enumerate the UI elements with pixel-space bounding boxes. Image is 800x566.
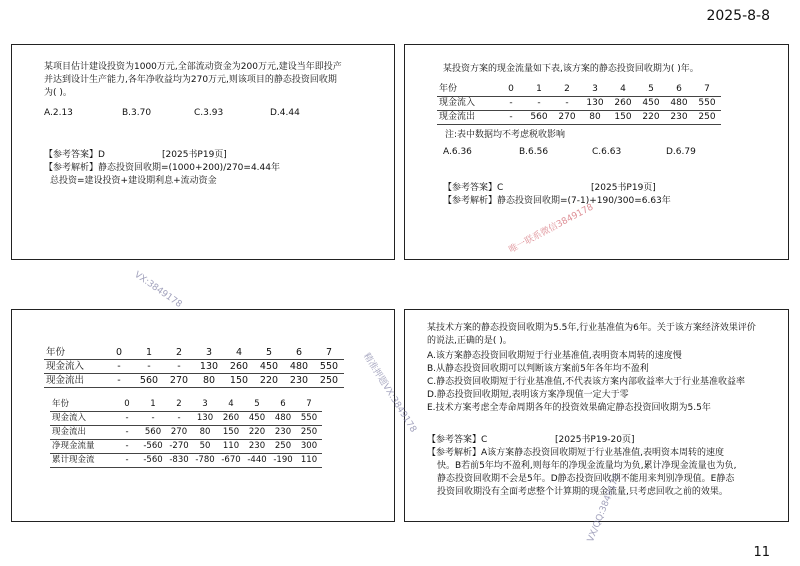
- table-cell: 560: [140, 426, 166, 440]
- option-a: A.6.36: [443, 147, 472, 157]
- table-row: [44, 374, 344, 388]
- question-text: [427, 322, 756, 348]
- table-cell: 80: [581, 111, 609, 125]
- row-label-cell: 累计现金流: [50, 454, 114, 468]
- table-cell: -670: [218, 454, 244, 468]
- watermark: VX/QQ:3849178: [586, 472, 623, 544]
- watermark: 精准押题VX:3849178: [360, 351, 418, 435]
- cumulative-cashflow-table: [50, 398, 322, 468]
- row-label-cell: 现金流入: [437, 97, 497, 111]
- table-cell: 230: [244, 440, 270, 454]
- table-cell: 6: [665, 83, 693, 97]
- table-cell: 270: [553, 111, 581, 125]
- answer-block: [427, 434, 777, 499]
- table-cell: 270: [166, 426, 192, 440]
- table-cell: 220: [637, 111, 665, 125]
- table-cell: 0: [497, 83, 525, 97]
- option-b: B.3.70: [122, 108, 152, 118]
- question-line: 并达到设计生产能力,各年净收益均为270万元,则该项目的静态投资回收期: [44, 75, 337, 85]
- table-header-row: [44, 346, 344, 360]
- date-label: 2025-8-8: [706, 8, 770, 24]
- answer-label: 【参考答案】C: [443, 183, 504, 193]
- analysis-line: 静态投资回收期不会是5年。D静态投资回收期不能用来判别净现值。E静态: [437, 474, 735, 484]
- table-cell: 1: [525, 83, 553, 97]
- table-cell: 450: [244, 412, 270, 426]
- table-cell: 250: [270, 440, 296, 454]
- question-line: 为( )。: [44, 88, 72, 98]
- table-cell: 250: [296, 426, 322, 440]
- table-cell: 4: [224, 346, 254, 360]
- option-c: C.静态投资回收期短于行业基准值,不代表该方案内部收益率大于行业基准收益率: [427, 377, 746, 387]
- option-d: D.4.44: [270, 108, 300, 118]
- table-cell: 7: [296, 398, 322, 412]
- question-text: 某投资方案的现金流量如下表,该方案的静态投资回收期为( )年。: [443, 64, 699, 74]
- answer-label: 【参考答案】D: [44, 150, 105, 160]
- table-cell: -780: [192, 454, 218, 468]
- table-row: [44, 360, 344, 374]
- slide-panel-3: [11, 309, 395, 522]
- table-cell: 560: [525, 111, 553, 125]
- question-line: 某项目估计建设投资为1000万元,全部流动资金为200万元,建设当年即投产: [44, 62, 342, 72]
- option-a: A.该方案静态投资回收期短于行业基准值,表明资本周转的速度慢: [427, 351, 682, 361]
- option-e: E.技术方案考虑全寿命周期各年的投资效果确定静态投资回收期为5.5年: [427, 403, 711, 413]
- page-number: 11: [753, 545, 770, 560]
- table-cell: 550: [693, 97, 721, 111]
- table-cell: 150: [224, 374, 254, 388]
- table-cell: 550: [296, 412, 322, 426]
- table-cell: 3: [581, 83, 609, 97]
- row-label-cell: 年份: [50, 398, 114, 412]
- table-cell: 7: [314, 346, 344, 360]
- table-cell: 220: [254, 374, 284, 388]
- table-cell: 2: [166, 398, 192, 412]
- table-cell: 50: [192, 440, 218, 454]
- table-cell: 4: [609, 83, 637, 97]
- analysis-text: 【参考解析】静态投资回收期=(1000+200)/270=4.44年: [44, 163, 280, 173]
- table-cell: -440: [244, 454, 270, 468]
- row-label-cell: 年份: [437, 83, 497, 97]
- table-cell: 450: [254, 360, 284, 374]
- cashflow-table: [44, 346, 344, 388]
- question-line: 的说法,正确的是( )。: [427, 336, 512, 346]
- table-cell: 550: [314, 360, 344, 374]
- table-cell: 230: [665, 111, 693, 125]
- table-cell: 220: [244, 426, 270, 440]
- table-row: [437, 97, 721, 111]
- table-cell: -: [497, 97, 525, 111]
- table-cell: -: [553, 97, 581, 111]
- row-label-cell: 现金流入: [50, 412, 114, 426]
- analysis-text: 【参考解析】静态投资回收期=(7-1)+190/300=6.63年: [443, 196, 671, 206]
- table-cell: -560: [140, 440, 166, 454]
- analysis-line: 投资回收期没有全面考虑整个计算期的现金流量,只考虑回收之前的效果。: [437, 487, 728, 497]
- table-cell: 450: [637, 97, 665, 111]
- table-cell: 80: [194, 374, 224, 388]
- answer-ref: [2025书P19页]: [591, 183, 656, 193]
- answer-block: [443, 182, 763, 208]
- row-label-cell: 现金流出: [50, 426, 114, 440]
- option-d: D.6.79: [666, 147, 696, 157]
- table-cell: 270: [164, 374, 194, 388]
- note-text: 总投资=建设投资+建设期利息+流动资金: [50, 176, 217, 186]
- option-c: C.3.93: [194, 108, 224, 118]
- answer-label: 【参考答案】C: [427, 435, 488, 445]
- table-note: 注:表中数据均不考虑税收影响: [445, 130, 566, 140]
- table-row: [437, 111, 721, 125]
- table-cell: 480: [284, 360, 314, 374]
- option-d: D.静态投资回收期短,表明该方案净现值一定大于零: [427, 390, 629, 400]
- table-cell: 560: [134, 374, 164, 388]
- table-cell: 480: [665, 97, 693, 111]
- table-cell: 250: [693, 111, 721, 125]
- table-cell: 2: [164, 346, 194, 360]
- slide-panel-2: [404, 44, 789, 260]
- table-cell: 260: [609, 97, 637, 111]
- option-b: B.6.56: [519, 147, 549, 157]
- table-cell: 80: [192, 426, 218, 440]
- answer-block: [44, 149, 374, 188]
- table-row: [50, 454, 322, 468]
- answer-ref: [2025书P19页]: [162, 150, 227, 160]
- table-cell: 130: [581, 97, 609, 111]
- table-cell: 3: [192, 398, 218, 412]
- table-cell: 230: [270, 426, 296, 440]
- row-label-cell: 年份: [44, 346, 104, 360]
- option-a: A.2.13: [44, 108, 73, 118]
- slide-panel-4: [404, 309, 789, 522]
- table-cell: -: [166, 412, 192, 426]
- table-cell: -270: [166, 440, 192, 454]
- table-cell: -830: [166, 454, 192, 468]
- table-cell: 150: [218, 426, 244, 440]
- table-cell: 260: [224, 360, 254, 374]
- options: [427, 350, 745, 415]
- table-cell: 130: [194, 360, 224, 374]
- table-cell: 0: [104, 346, 134, 360]
- table-cell: -: [164, 360, 194, 374]
- option-c: C.6.63: [592, 147, 622, 157]
- table-cell: 260: [218, 412, 244, 426]
- answer-ref: [2025书P19-20页]: [555, 435, 635, 445]
- table-cell: -: [114, 412, 140, 426]
- table-cell: 150: [609, 111, 637, 125]
- table-cell: -: [525, 97, 553, 111]
- table-row: [50, 412, 322, 426]
- table-row: [50, 440, 322, 454]
- row-label-cell: 现金流出: [437, 111, 497, 125]
- table-cell: 2: [553, 83, 581, 97]
- table-cell: -: [114, 454, 140, 468]
- table-cell: -: [104, 374, 134, 388]
- table-cell: 230: [284, 374, 314, 388]
- table-cell: 5: [637, 83, 665, 97]
- table-cell: -: [497, 111, 525, 125]
- watermark: 唯一联系微信3849178: [507, 202, 596, 256]
- table-cell: 480: [270, 412, 296, 426]
- table-cell: 4: [218, 398, 244, 412]
- table-cell: -: [140, 412, 166, 426]
- row-label-cell: 净现金流量: [50, 440, 114, 454]
- row-label-cell: 现金流入: [44, 360, 104, 374]
- table-cell: 1: [134, 346, 164, 360]
- row-label-cell: 现金流出: [44, 374, 104, 388]
- table-cell: 1: [140, 398, 166, 412]
- table-cell: 5: [244, 398, 270, 412]
- slide-panel-1: [11, 44, 395, 260]
- table-cell: 6: [284, 346, 314, 360]
- table-cell: 7: [693, 83, 721, 97]
- table-header-row: [437, 83, 721, 97]
- table-cell: -190: [270, 454, 296, 468]
- table-cell: 110: [218, 440, 244, 454]
- question-line: 某技术方案的静态投资回收期为5.5年,行业基准值为6年。关于该方案经济效果评价: [427, 323, 756, 333]
- table-cell: -: [114, 426, 140, 440]
- option-b: B.从静态投资回收期可以判断该方案前5年各年均不盈利: [427, 364, 649, 374]
- table-cell: -: [104, 360, 134, 374]
- table-cell: 130: [192, 412, 218, 426]
- table-cell: -: [114, 440, 140, 454]
- analysis-line: 快。B若前5年均不盈利,则每年的净现金流量均为负,累计净现金流量也为负,: [437, 461, 737, 471]
- table-cell: 250: [314, 374, 344, 388]
- table-cell: 3: [194, 346, 224, 360]
- table-header-row: [50, 398, 322, 412]
- question-text: [44, 61, 342, 100]
- options: [443, 146, 696, 159]
- table-row: [50, 426, 322, 440]
- cashflow-table: [437, 83, 721, 125]
- table-cell: 110: [296, 454, 322, 468]
- watermark: VX:3849178: [132, 270, 184, 310]
- table-cell: -560: [140, 454, 166, 468]
- table-cell: -: [134, 360, 164, 374]
- options: [44, 107, 300, 120]
- table-cell: 300: [296, 440, 322, 454]
- analysis-line: 【参考解析】A该方案静态投资回收期短于行业基准值,表明资本周转的速度: [427, 448, 725, 458]
- table-cell: 5: [254, 346, 284, 360]
- table-cell: 6: [270, 398, 296, 412]
- table-cell: 0: [114, 398, 140, 412]
